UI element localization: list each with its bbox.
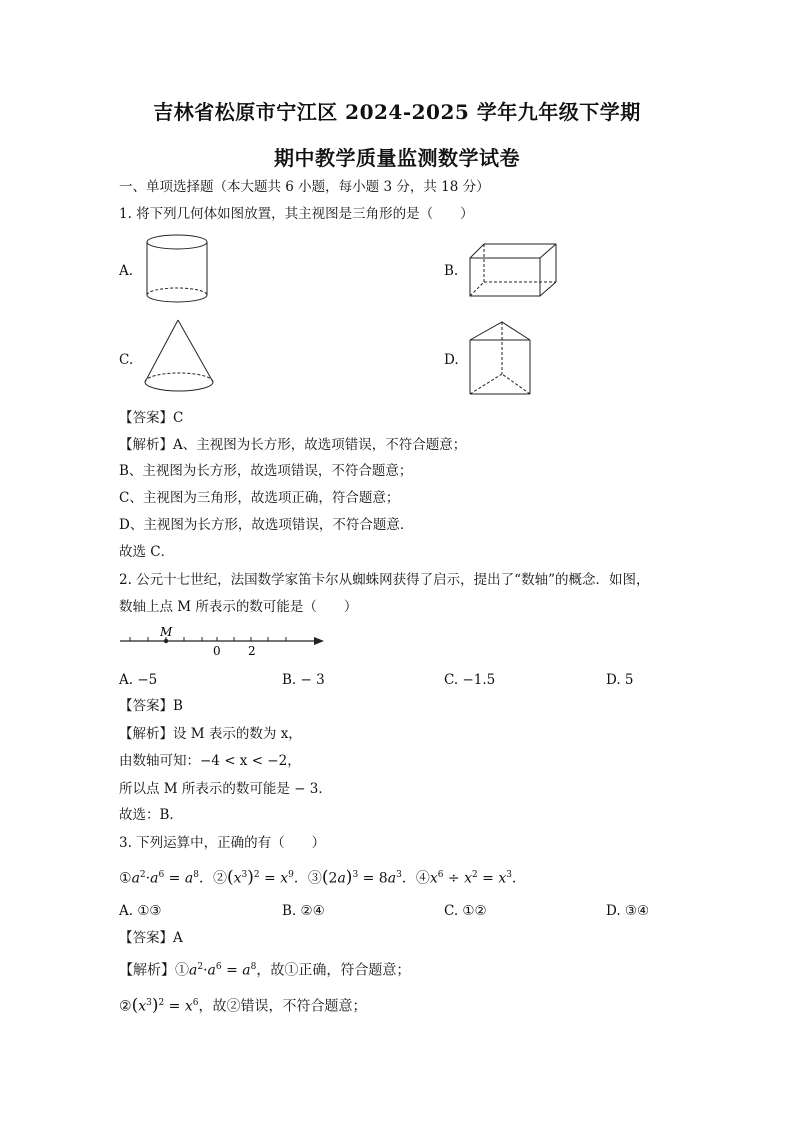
q2-stem-line1: 2. 公元十七世纪，法国数学家笛卡尔从蜘蛛网获得了启示，提出了“数轴”的概念．如图， — [119, 572, 650, 588]
section-heading: 一、单项选择题（本大题共 6 小题，每小题 3 分，共 18 分） — [119, 179, 490, 195]
q1-analysis-line: B、主视图为长方形，故选项错误，不符合题意； — [119, 463, 413, 479]
q3-option-a: A. ①③ — [119, 903, 162, 919]
tick-label-0: 0 — [213, 644, 221, 658]
analysis-prefix: ② — [119, 998, 132, 1015]
cylinder-figure — [142, 232, 212, 307]
separator: ． — [293, 870, 308, 887]
q1-option-a-label: A. — [119, 263, 134, 279]
q3-option-c: C. ①② — [444, 903, 487, 919]
exam-title-line1: 吉林省松原市宁江区 2024-2025 学年九年级下学期 — [153, 100, 641, 124]
q3-expressions: $①a^2\cdot a^6 = a^8$．$②(x^3)^2 = x^9$．$③(2a)^3 = 8a^3$．$④x^6 \div x^2 = x^3$． — [119, 867, 527, 888]
q2-analysis-line: 故选：B． — [119, 807, 183, 823]
q3-analysis-line1: 【解析】$①a^2\cdot a^6 = a^8$，故①正确，符合题意； — [119, 962, 411, 979]
q1-stem: 1. 将下列几何体如图放置，其主视图是三角形的是（ ） — [119, 206, 474, 222]
analysis-suffix: ，故②错误，不符合题意； — [198, 998, 367, 1015]
cone-figure — [140, 316, 220, 398]
q2-stem-line2: 数轴上点 M 所表示的数可能是（ ） — [119, 599, 358, 615]
q2-option-d: D. 5 — [606, 672, 634, 688]
exam-title-line2: 期中教学质量监测数学试卷 — [274, 146, 520, 170]
q2-option-a: A. −5 — [119, 672, 158, 688]
q1-analysis-line: 【解析】A、主视图为长方形，故选项错误，不符合题意； — [119, 437, 467, 453]
circled-3: ③ — [307, 870, 322, 887]
circled-4: ④ — [415, 870, 430, 887]
analysis-suffix: ，故①正确，符合题意； — [256, 962, 411, 979]
separator: ． — [401, 870, 416, 887]
q1-answer: 【答案】C — [119, 410, 184, 426]
q2-analysis-line: 所以点 M 所表示的数可能是 − 3． — [119, 781, 332, 797]
point-m-label: M — [160, 625, 173, 639]
point-m-marker — [164, 639, 168, 643]
separator: ． — [512, 870, 527, 887]
q2-option-b: B. − 3 — [282, 672, 325, 688]
q3-option-d: D. ③④ — [606, 903, 650, 919]
q3-analysis-line2: $②(x^3)^2 = x^6$，故②错误，不符合题意； — [119, 995, 367, 1016]
analysis-prefix: 【解析】① — [119, 962, 189, 979]
q1-option-c-label: C. — [119, 352, 134, 368]
q1-analysis-line: C、主视图为三角形，故选项正确，符合题意； — [119, 490, 400, 506]
tick-label-2: 2 — [248, 644, 256, 658]
circled-1: ① — [119, 870, 132, 887]
number-line-figure — [118, 622, 328, 658]
q3-option-b: B. ②④ — [282, 903, 325, 919]
q3-stem: 3. 下列运算中，正确的有（ ） — [119, 835, 326, 851]
cuboid-figure — [466, 240, 562, 302]
q2-analysis-line: 【解析】设 M 表示的数为 x， — [119, 726, 302, 742]
circled-2: ② — [212, 870, 227, 887]
separator: ． — [198, 870, 213, 887]
triangular-prism-figure — [466, 318, 536, 398]
q1-analysis-line: 故选 C． — [119, 544, 175, 560]
q2-analysis-line: 由数轴可知：−4 < x < −2， — [119, 753, 301, 769]
q1-option-d-label: D. — [444, 352, 459, 368]
q2-option-c: C. −1.5 — [444, 672, 496, 688]
q2-answer: 【答案】B — [119, 698, 183, 714]
q3-answer: 【答案】A — [119, 930, 183, 946]
q1-analysis-line: D、主视图为长方形，故选项错误，不符合题意． — [119, 517, 414, 533]
q1-option-b-label: B. — [444, 263, 459, 279]
